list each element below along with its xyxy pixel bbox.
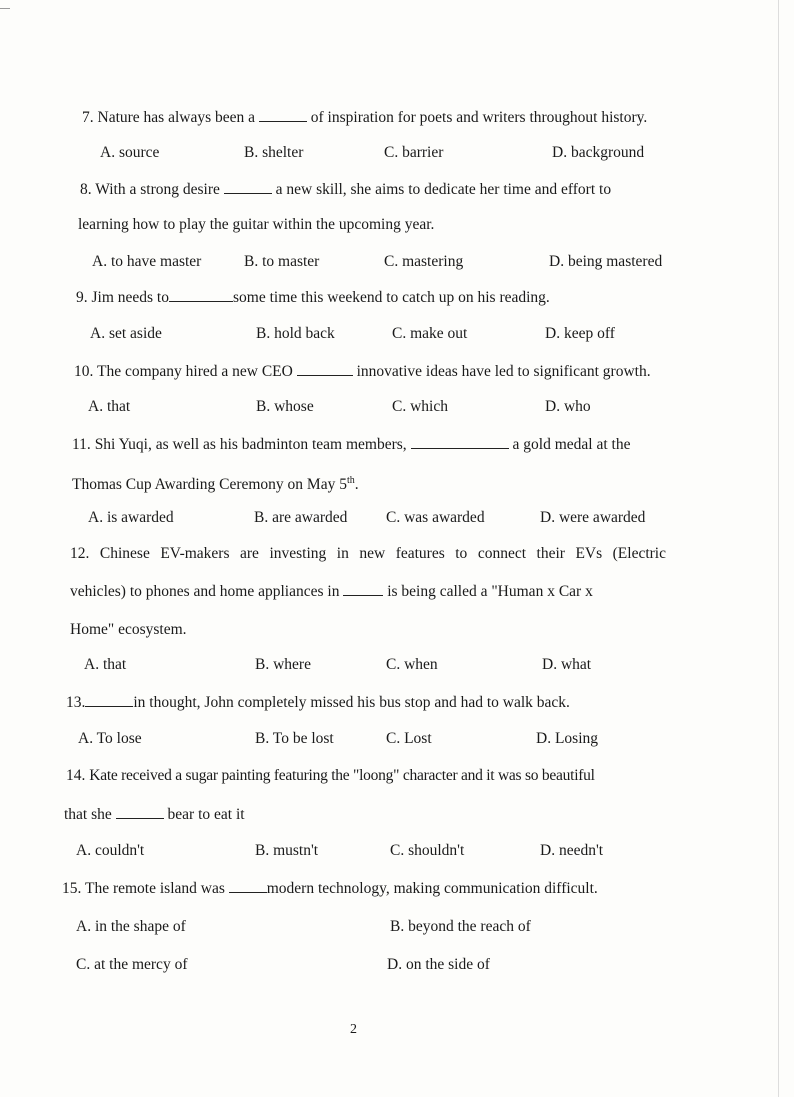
option-b: B. hold back [256, 325, 335, 342]
options-9 [0, 324, 794, 344]
options-11 [0, 508, 794, 528]
question-number: 7. [82, 109, 94, 126]
question-14-line-2 [64, 804, 245, 825]
question-10 [74, 361, 651, 382]
question-text: . [354, 476, 359, 494]
option-c: C. mastering [384, 253, 464, 270]
question-number: 11. [72, 436, 91, 453]
options-15-row-2 [0, 955, 794, 975]
question-text: Chinese EV-makers are investing in new features to connect their EVs (Electric [99, 545, 666, 562]
option-a: A. that [88, 398, 131, 415]
option-d: D. on the side of [387, 956, 490, 973]
question-text: Thomas Cup Awarding Ceremony on May 5 [72, 476, 347, 494]
question-number: 12. [70, 545, 90, 562]
option-d: D. who [545, 398, 591, 415]
option-c: C. when [386, 656, 438, 673]
question-text: bear to eat it [167, 806, 245, 823]
scan-mark [0, 8, 10, 9]
options-12 [0, 655, 794, 675]
question-12-line-3: Home" ecosystem. [70, 621, 187, 638]
question-number: 13. [66, 694, 86, 711]
answer-blank [224, 179, 272, 194]
question-text: innovative ideas have led to significant growth. [356, 363, 651, 380]
question-text: modern technology, making communication difficult. [266, 880, 598, 897]
options-8 [0, 252, 794, 272]
question-text: Shi Yuqi, as well as his badminton team members, [94, 436, 407, 453]
options-13 [0, 729, 794, 749]
option-b: B. shelter [244, 144, 304, 161]
question-9 [76, 287, 550, 308]
option-b: B. mustn't [255, 842, 319, 859]
question-text: The company hired a new CEO [96, 363, 293, 380]
question-11 [72, 434, 668, 455]
question-number: 14. [66, 767, 86, 784]
option-d: D. were awarded [540, 509, 646, 526]
question-text: in thought, John completely missed his bus stop and had to walk back. [133, 694, 570, 711]
option-c: C. make out [392, 325, 468, 342]
option-a: A. set aside [90, 325, 162, 342]
option-c: C. which [392, 398, 448, 415]
question-13 [66, 692, 570, 713]
question-text: With a strong desire [95, 181, 220, 198]
options-15-row-1 [0, 917, 794, 937]
question-15 [62, 878, 598, 899]
answer-blank [411, 434, 509, 449]
option-b: B. whose [256, 398, 314, 415]
option-c: C. was awarded [386, 509, 485, 526]
options-14 [0, 841, 794, 861]
options-10 [0, 397, 794, 417]
option-a: A. is awarded [88, 509, 174, 526]
question-number: 15. [62, 880, 82, 897]
option-d: D. background [552, 144, 645, 161]
answer-blank [343, 581, 383, 596]
page-number: 2 [350, 1022, 357, 1037]
option-d: D. needn't [540, 842, 604, 859]
option-a: A. source [100, 144, 160, 161]
option-c: C. barrier [384, 144, 444, 161]
option-c: C. Lost [386, 730, 432, 747]
answer-blank [85, 692, 133, 707]
option-a: A. couldn't [76, 842, 145, 859]
option-a: A. that [84, 656, 127, 673]
question-text: is being called a "Human x Car x [387, 583, 593, 600]
answer-blank [297, 361, 353, 376]
option-d: D. keep off [545, 325, 615, 342]
question-number: 9. [76, 289, 88, 306]
question-12-line-2 [70, 581, 666, 602]
option-b: B. beyond the reach of [390, 918, 531, 935]
answer-blank [229, 878, 267, 893]
option-d: D. what [542, 656, 592, 673]
question-number: 8. [80, 181, 92, 198]
options-7 [0, 143, 794, 163]
option-d: D. being mastered [549, 253, 663, 270]
option-a: A. To lose [78, 730, 142, 747]
option-b: B. are awarded [254, 509, 348, 526]
question-14 [66, 766, 660, 786]
question-text: that she [64, 806, 112, 823]
option-c: C. at the mercy of [76, 956, 188, 973]
option-c: C. shouldn't [390, 842, 465, 859]
question-text: Kate received a sugar painting featuring the "loong" character and it was so beautiful [89, 767, 595, 784]
question-text: some time this weekend to catch up on his reading. [233, 289, 550, 306]
question-11-line-2 [72, 471, 359, 495]
question-8-line-2: learning how to play the guitar within the upcoming year. [78, 216, 435, 233]
question-number: 10. [74, 363, 94, 380]
question-text: a new skill, she aims to dedicate her time and effort to [275, 181, 612, 198]
question-text: vehicles) to phones and home appliances in [70, 583, 340, 600]
answer-blank [259, 107, 307, 122]
option-a: A. to have master [92, 253, 202, 270]
question-7 [82, 107, 647, 128]
option-b: B. where [255, 656, 311, 673]
question-text: Nature has always been a [97, 109, 256, 126]
option-a: A. in the shape of [76, 918, 186, 935]
answer-blank [169, 287, 233, 302]
option-d: D. Losing [536, 730, 598, 747]
question-text: of inspiration for poets and writers throughout history. [310, 109, 648, 126]
superscript: th [346, 475, 355, 486]
question-8 [80, 179, 672, 200]
question-text: The remote island was [84, 880, 225, 897]
question-text: Jim needs to [91, 289, 169, 306]
question-text: a gold medal at the [512, 436, 631, 453]
option-b: B. to master [244, 253, 320, 270]
option-b: B. To be lost [255, 730, 334, 747]
answer-blank [116, 804, 164, 819]
question-12 [70, 544, 666, 564]
